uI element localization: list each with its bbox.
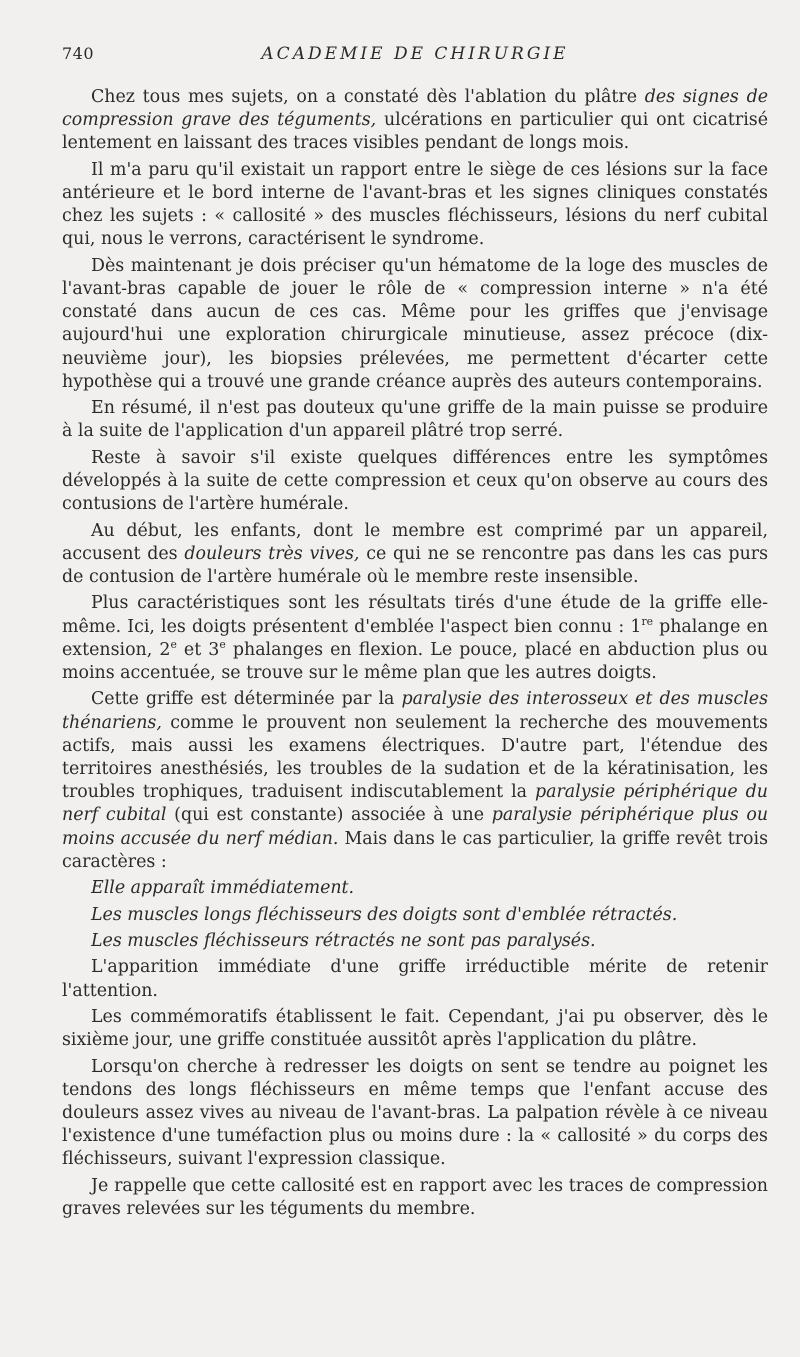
italic-text: douleurs très vives,	[184, 543, 360, 564]
text-run: (qui est constante) associée à une	[166, 805, 492, 826]
italic-text: paralysie des interosseux et des muscles thénariens,	[62, 689, 768, 733]
text-run: ce qui ne se rencontre pas dans les cas purs de contusion de l'artère humérale où le membre reste insensible.	[62, 543, 769, 587]
paragraph	[62, 956, 768, 1002]
text-run: Dès maintenant je dois préciser qu'un hématome de la loge des muscles de l'avant-bras capable de jouer le rôle de « compression interne » n'a été constaté dans aucun de ces cas. Même pour les griffes que j'envisage aujourd'hui une exploration chirurgicale minutieuse, assez précoce (dix-neuvième jour), les biopsies prélevées, me permettent d'écarter cette hypothèse qui a trouvé une grande créance auprès des auteurs contemporains.	[62, 255, 768, 392]
italic-text: paralysie périphérique plus ou moins accusée du nerf médian.	[62, 805, 769, 849]
paragraph	[62, 930, 768, 953]
text-run: Plus caractéristiques sont les résultats tirés d'une étude de la griffe elle-même. Ici, les doigts présentent d'emblée l'aspect bien connu : 1	[62, 593, 768, 637]
superscript: e	[170, 638, 177, 651]
paragraph	[62, 904, 768, 927]
text-run: Chez tous mes sujets, on a constaté dès l'ablation du plâtre	[91, 87, 645, 107]
paragraph	[62, 520, 768, 590]
paragraph	[62, 1175, 768, 1221]
text-run: ulcérations en particulier qui ont cicatrisé lentement en laissant des traces visibles pendant de longs mois.	[62, 110, 769, 154]
body-text	[62, 86, 768, 1224]
text-run: En résumé, il n'est pas douteux qu'une griffe de la main puisse se produire à la suite de l'application d'un appareil plâtré trop serré.	[62, 398, 768, 442]
text-run: L'apparition immédiate d'une griffe irréductible mérite de retenir l'attention.	[62, 957, 768, 1001]
paragraph	[62, 86, 768, 156]
text-run: Mais dans le cas particulier, la griffe revêt trois caractères :	[62, 828, 768, 872]
italic-text: Les muscles longs fléchisseurs des doigts sont d'emblée rétractés.	[91, 904, 678, 925]
text-run: phalange en extension, 2	[62, 616, 768, 660]
text-run: Lorsqu'on cherche à redresser les doigts on sent se tendre au poignet les tendons des longs fléchisseurs en même temps que l'enfant accuse des douleurs assez vives au niveau de l'avant-bras. La palpation révèle à ce niveau l'existence d'une tuméfaction plus ou moins dure : la « callosité » du corps des fléchisseurs, suivant l'expression classique.	[62, 1056, 768, 1170]
text-run: Cette griffe est déterminée par la	[91, 689, 402, 710]
italic-text: Les muscles fléchisseurs rétractés ne sont pas paralysés.	[91, 930, 596, 951]
paragraph	[62, 255, 768, 394]
paragraph	[62, 447, 768, 517]
superscript: re	[641, 614, 653, 628]
paragraph	[62, 592, 768, 685]
paragraph	[62, 1006, 768, 1052]
page-header	[62, 44, 768, 70]
paragraph	[62, 688, 768, 874]
text-run: Je rappelle que cette callosité est en rapport avec les traces de compression graves relevées sur les téguments du membre.	[62, 1175, 768, 1219]
text-run: Il m'a paru qu'il existait un rapport entre le siège de ces lésions sur la face antérieure et le bord interne de l'avant-bras et les signes cliniques constatés chez les sujets : « callosité » des muscles fléchisseurs, lésions du nerf cubital qui, nous le verrons, caractérisent le syndrome.	[62, 159, 768, 250]
page-number: 740	[62, 44, 95, 63]
running-title: ACADEMIE DE CHIRURGIE	[261, 44, 569, 64]
paragraph	[62, 877, 768, 900]
text-run: phalanges en flexion. Le pouce, placé en abduction plus ou moins accentuée, se trouve sur le même plan que les autres doigts.	[62, 639, 769, 683]
paragraph	[62, 1056, 768, 1172]
text-run: comme le prouvent non seulement la recherche des mouvements actifs, mais aussi les examens électriques. D'autre part, l'étendue des territoires anesthésiés, les troubles de la sudation et de la kératinisation, les troubles trophiques, traduisent indiscutablement la	[62, 712, 768, 803]
text-run: Au début, les enfants, dont le membre est comprimé par un appareil, accusent des	[62, 520, 768, 564]
italic-text: Elle apparaît immédiatement.	[91, 878, 355, 899]
text-run: Les commémoratifs établissent le fait. Cependant, j'ai pu observer, dès le sixième jour, une griffe constituée aussitôt après l'application du plâtre.	[62, 1006, 768, 1051]
text-run: et 3	[176, 639, 220, 660]
text-run: Reste à savoir s'il existe quelques différences entre les symptômes développés à la suite de cette compression et ceux qu'on observe au cours des contusions de l'artère humérale.	[62, 447, 768, 515]
italic-text: paralysie périphérique du nerf cubital	[62, 782, 768, 826]
paragraph	[62, 397, 768, 443]
paragraph	[62, 159, 768, 252]
italic-text: des signes de compression grave des téguments,	[62, 87, 768, 131]
superscript: e	[219, 638, 226, 651]
